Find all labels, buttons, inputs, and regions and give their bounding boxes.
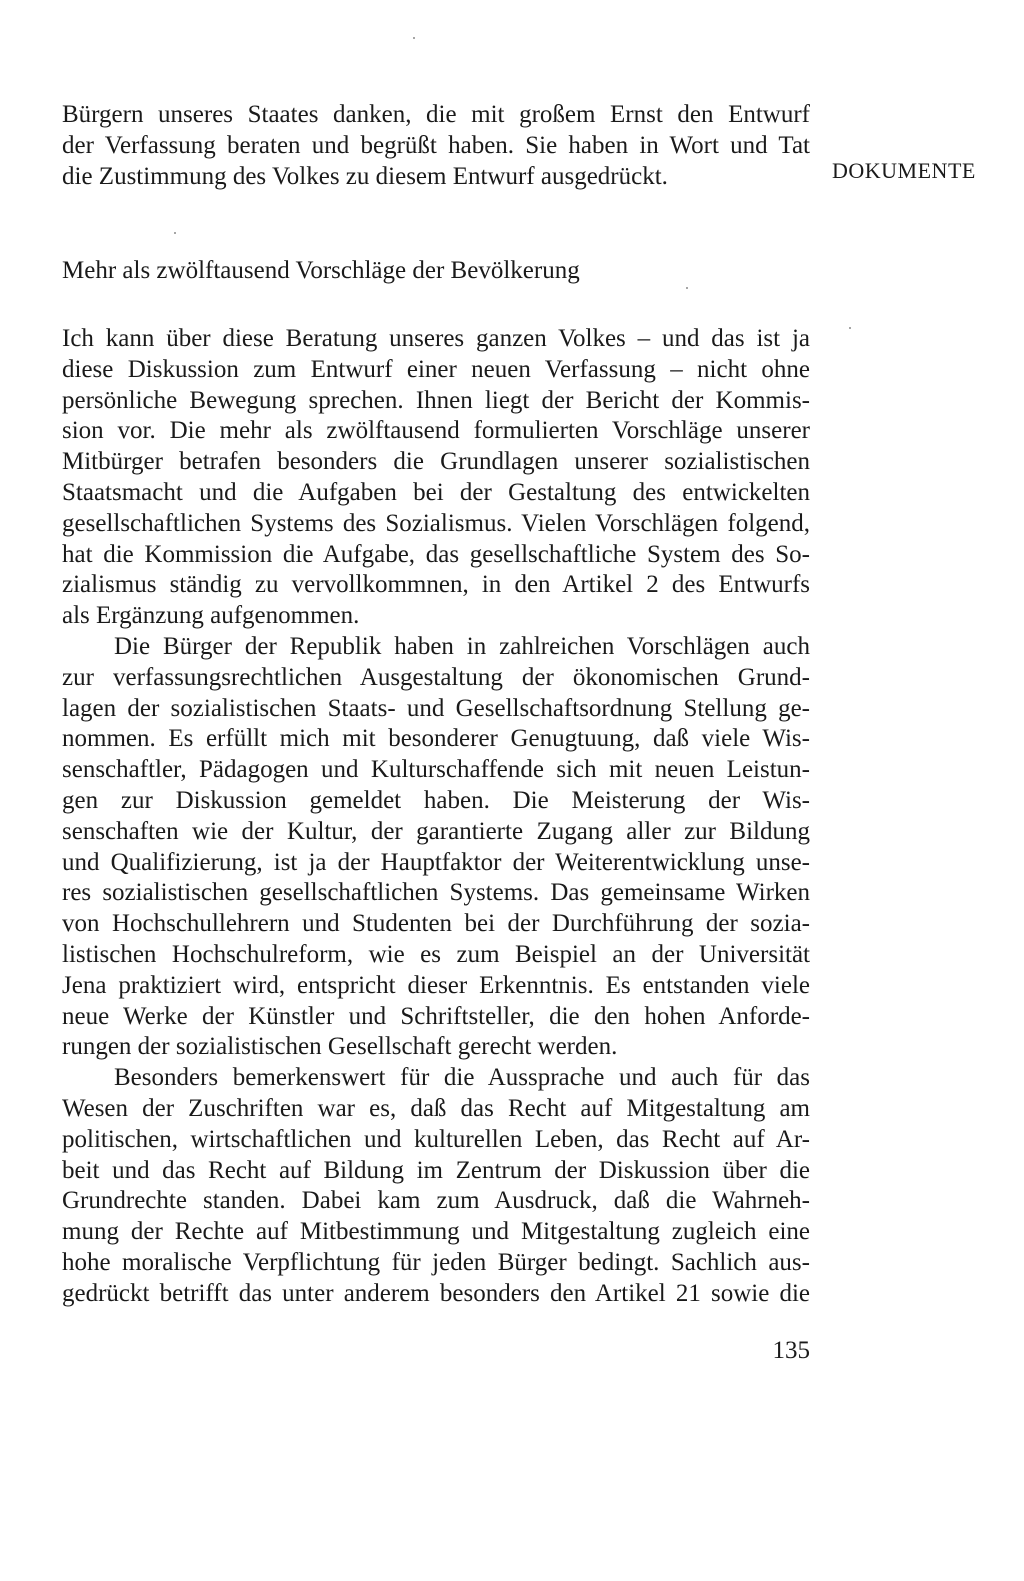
intro-line: die Zustimmung des Volkes zu diesem Entwurf ausgedrückt. [62, 162, 668, 190]
scan-speck [413, 37, 415, 39]
intro-line: der Verfassung beraten und begrüßt haben. Sie haben in Wort und Tat [62, 131, 810, 159]
text-line: hohe moralische Verpflichtung für jeden Bürger bedingt. Sachlich aus- [62, 1248, 810, 1276]
text-line: politischen, wirtschaftlichen und kulturellen Leben, das Recht auf Ar- [62, 1125, 810, 1153]
text-line: senschaften wie der Kultur, der garantierte Zugang aller zur Bildung [62, 817, 810, 845]
text-line: sion vor. Die mehr als zwölftausend formulierten Vorschläge unserer [62, 417, 810, 445]
scan-speck [849, 327, 851, 329]
text-line: von Hochschullehrern und Studenten bei der Durchführung der sozia- [62, 910, 810, 938]
text-line: Wesen der Zuschriften war es, daß das Recht auf Mitgestaltung am [62, 1094, 810, 1122]
text-line: neue Werke der Künstler und Schriftsteller, die den hohen Anforde- [62, 1002, 810, 1030]
text-line: Ich kann über diese Beratung unseres ganzen Volkes – und das ist ja [62, 325, 810, 352]
text-line: mung der Rechte auf Mitbestimmung und Mitgestaltung zugleich eine [62, 1218, 810, 1246]
text-line: zur verfassungsrechtlichen Ausgestaltung der ökonomischen Grund- [62, 663, 810, 691]
text-line: und Qualifizierung, ist ja der Hauptfaktor der Weiterentwicklung unse- [62, 848, 810, 876]
intro-text [62, 100, 810, 192]
text-line: zialismus ständig zu vervollkommnen, in den Artikel 2 des Entwurfs [62, 571, 810, 599]
page-number: 135 [772, 1337, 810, 1364]
text-line: Besonders bemerkenswert für die Aussprache und auch für das [114, 1064, 810, 1092]
paragraph-1 [62, 324, 810, 632]
paragraph-2 [62, 632, 810, 1063]
text-line: gedrückt betrifft das unter anderem besonders den Artikel 21 sowie die [62, 1279, 810, 1307]
scan-speck [174, 232, 176, 234]
text-line: res sozialistischen gesellschaftlichen Systems. Das gemeinsame Wirken [62, 879, 810, 907]
text-line: Jena praktiziert wird, entspricht dieser Erkenntnis. Es entstanden viele [62, 971, 810, 999]
margin-label: DOKUMENTE [832, 158, 976, 183]
text-line: diese Diskussion zum Entwurf einer neuen Verfassung – nicht ohne [62, 355, 810, 383]
text-line: rungen der sozialistischen Gesellschaft gerecht werden. [62, 1033, 618, 1061]
text-line: gen zur Diskussion gemeldet haben. Die Meisterung der Wis- [62, 786, 810, 814]
section-heading: Mehr als zwölftausend Vorschläge der Bevölkerung [62, 257, 580, 284]
text-line: senschaftler, Pädagogen und Kulturschaffende sich mit neuen Leistun- [62, 756, 810, 784]
text-line: persönliche Bewegung sprechen. Ihnen liegt der Bericht der Kommis- [62, 386, 810, 414]
paragraph-3 [62, 1063, 810, 1309]
body-text [62, 324, 810, 1310]
text-line: Staatsmacht und die Aufgaben bei der Gestaltung des entwickelten [62, 478, 810, 506]
text-line: gesellschaftlichen Systems des Sozialismus. Vielen Vorschlägen folgend, [62, 509, 810, 537]
text-line: hat die Kommission die Aufgabe, das gesellschaftliche System des So- [62, 540, 810, 568]
text-line: als Ergänzung aufgenommen. [62, 602, 360, 630]
text-line: lagen der sozialistischen Staats- und Gesellschaftsordnung Stellung ge- [62, 694, 810, 722]
text-line: nommen. Es erfüllt mich mit besonderer Genugtuung, daß viele Wis- [62, 725, 810, 753]
text-line: Die Bürger der Republik haben in zahlreichen Vorschlägen auch [114, 632, 810, 660]
text-line: beit und das Recht auf Bildung im Zentrum der Diskussion über die [62, 1156, 810, 1184]
text-line: listischen Hochschulreform, wie es zum Beispiel an der Universität [62, 940, 810, 968]
text-line: Mitbürger betrafen besonders die Grundlagen unserer sozialistischen [62, 448, 810, 476]
text-line: Grundrechte standen. Dabei kam zum Ausdruck, daß die Wahrneh- [62, 1187, 810, 1215]
scan-speck [686, 287, 688, 289]
intro-line: Bürgern unseres Staates danken, die mit großem Ernst den Entwurf [62, 101, 810, 128]
